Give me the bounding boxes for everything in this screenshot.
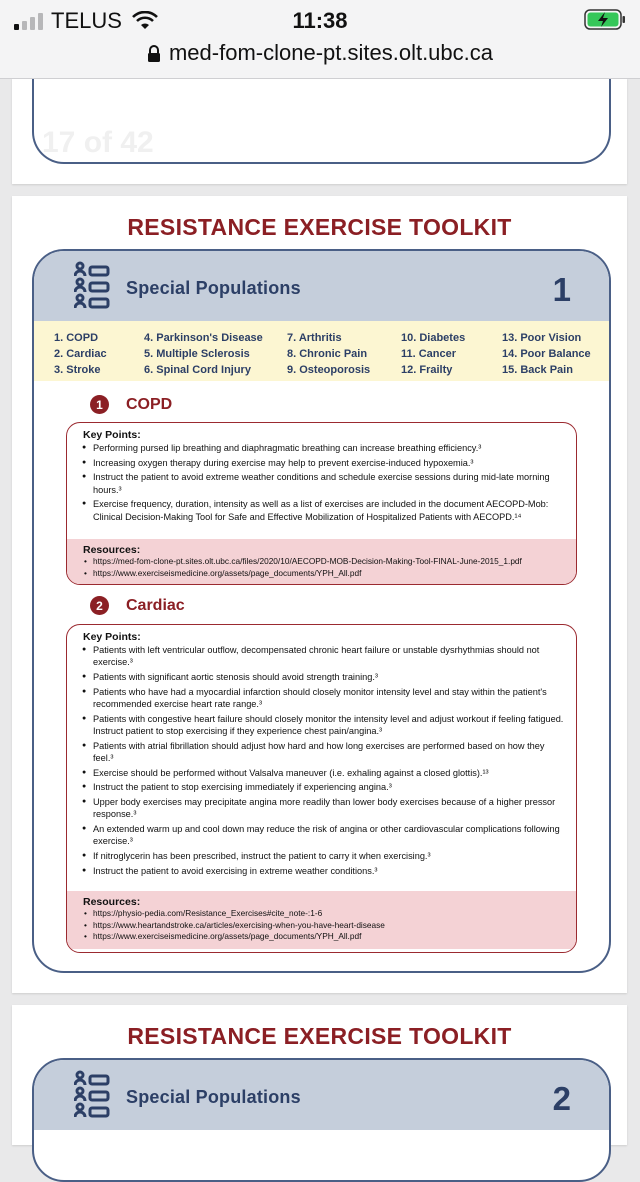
index-item[interactable]: 8. Chronic Pain <box>287 348 368 360</box>
panel-header <box>34 1060 609 1130</box>
section-number-badge: 1 <box>90 395 109 414</box>
section-heading-cardiac <box>90 596 185 615</box>
list-item: ● Patients with atrial fibrillation should adjust how hard and how long exercises are performed based on how they feel.³ <box>83 740 566 765</box>
resources <box>67 891 576 949</box>
index-item[interactable]: 3. Stroke <box>54 364 101 376</box>
index-item[interactable]: 9. Osteoporosis <box>287 364 371 376</box>
index-item[interactable]: 5. Multiple Sclerosis <box>144 348 250 360</box>
people-list-icon <box>74 1070 112 1120</box>
resources-label: Resources: <box>83 896 141 908</box>
cardiac-info-box <box>66 624 577 953</box>
section-heading-copd <box>90 395 172 414</box>
panel-title: Special Populations <box>126 1087 301 1107</box>
list-item: ● Instruct the patient to avoid exercising in extreme weather conditions.³ <box>83 865 566 877</box>
special-populations-panel <box>32 249 611 973</box>
address-bar[interactable] <box>0 40 640 66</box>
resource-link[interactable]: • https://www.heartandstroke.ca/articles/exercising-when-you-have-heart-disease <box>83 920 566 932</box>
resources <box>67 539 576 585</box>
resource-link[interactable]: • https://www.exerciseismedicine.org/assets/page_documents/YPH_All.pdf <box>83 568 566 580</box>
resource-link[interactable]: • https://med-fom-clone-pt.sites.olt.ubc.ca/files/2020/10/AECOPD-MOB-Decision-Making-Tool-FINAL-June-2015_1.pdf <box>83 556 566 568</box>
index-column <box>287 330 370 378</box>
resources-label: Resources: <box>83 544 141 556</box>
list-item: ● Exercise frequency, duration, intensity as well as a list of exercises are included in the document AECOPD-Mob: Clinical Decision-Making Tool for Safe and Effective Mobilization of Hospitalized Patients with AECOPD.¹⁴ <box>83 498 566 523</box>
index-column <box>54 330 107 378</box>
pdf-page-previous <box>12 78 627 184</box>
index-item[interactable]: 4. Parkinson's Disease <box>144 332 263 344</box>
list-item: ● Patients with significant aortic stenosis should avoid strength training.³ <box>83 671 566 683</box>
list-item: ● An extended warm up and cool down may reduce the risk of angina or other cardiovascular complications following exercise.³ <box>83 823 566 848</box>
index-item[interactable]: 7. Arthritis <box>287 332 342 344</box>
condition-index <box>34 321 609 381</box>
panel-header <box>34 251 609 321</box>
list-item: ● Performing pursed lip breathing and diaphragmatic breathing can increase breathing efficiency.³ <box>83 442 566 454</box>
index-item[interactable]: 11. Cancer <box>401 348 457 360</box>
index-item[interactable]: 14. Poor Balance <box>502 348 591 360</box>
index-column <box>401 330 465 378</box>
index-item[interactable]: 13. Poor Vision <box>502 332 582 344</box>
index-item[interactable]: 2. Cardiac <box>54 348 107 360</box>
toolkit-title: RESISTANCE EXERCISE TOOLKIT <box>127 1023 512 1049</box>
section-number-badge: 2 <box>90 596 109 615</box>
list-item: ● Instruct the patient to stop exercising immediately if experiencing angina.³ <box>83 781 566 793</box>
index-item[interactable]: 6. Spinal Cord Injury <box>144 364 251 376</box>
panel-number: 2 <box>552 1080 571 1117</box>
resources-list <box>83 556 566 579</box>
browser-top-bar <box>0 0 640 79</box>
list-item: ● Instruct the patient to avoid extreme weather conditions and schedule exercise sessions during mid-late morning hours.³ <box>83 471 566 496</box>
list-item: ● Exercise should be performed without Valsalva maneuver (i.e. exhaling against a closed glottis).¹³ <box>83 767 566 779</box>
copd-info-box <box>66 422 577 585</box>
list-item: ● Patients with congestive heart failure should closely monitor the intensity level and adjust workout if feeling fatigued. Instruct patient to stop exercising if they experience chest pain/angina.³ <box>83 713 566 738</box>
index-item[interactable]: 12. Frailty <box>401 364 453 376</box>
index-item[interactable]: 10. Diabetes <box>401 332 466 344</box>
key-points-list <box>83 644 566 877</box>
pdf-page-2 <box>12 1005 627 1145</box>
key-points-list <box>83 442 566 523</box>
section-title: COPD <box>126 395 173 413</box>
panel-title: Special Populations <box>126 278 301 298</box>
toolkit-title: RESISTANCE EXERCISE TOOLKIT <box>127 214 512 240</box>
index-column <box>502 330 591 378</box>
key-points <box>67 423 576 539</box>
list-item: ● Patients who have had a myocardial infarction should closely monitor intensity level and stay within the patient's recommended exercise heart rate range.³ <box>83 686 566 711</box>
page-counter-ghost: 17 of 42 <box>42 126 154 159</box>
special-populations-panel <box>32 1058 611 1182</box>
section-title: Cardiac <box>126 596 185 614</box>
index-item[interactable]: 1. COPD <box>54 332 99 344</box>
resources-list <box>83 908 566 943</box>
url-text: med-fom-clone-pt.sites.olt.ubc.ca <box>168 40 494 65</box>
list-item: ● Patients with left ventricular outflow, decompensated chronic heart failure or unstable dysrhythmias should not exercise.³ <box>83 644 566 669</box>
lock-icon <box>147 45 161 63</box>
key-points-label: Key Points: <box>83 429 141 441</box>
pdf-page-1 <box>12 196 627 993</box>
list-item: ● If nitroglycerin has been prescribed, instruct the patient to carry it when exercising.³ <box>83 850 566 862</box>
panel-number: 1 <box>552 271 571 308</box>
resource-link[interactable]: • https://www.exerciseismedicine.org/assets/page_documents/YPH_All.pdf <box>83 931 566 943</box>
key-points-label: Key Points: <box>83 631 141 643</box>
resource-link[interactable]: • https://physio-pedia.com/Resistance_Exercises#cite_note-:1-6 <box>83 908 566 920</box>
index-item[interactable]: 15. Back Pain <box>502 364 573 376</box>
clock: 11:38 <box>292 8 348 33</box>
list-item: ● Increasing oxygen therapy during exercise may help to prevent exercise-induced hypoxemia.³ <box>83 457 566 469</box>
key-points <box>67 625 576 891</box>
list-item: ● Upper body exercises may precipitate angina more readily than lower body exercises because of a higher pressor response.³ <box>83 796 566 821</box>
battery-charging-icon <box>584 9 626 30</box>
people-list-icon <box>74 261 112 311</box>
index-column <box>144 330 263 378</box>
carrier-name: TELUS <box>51 8 122 33</box>
